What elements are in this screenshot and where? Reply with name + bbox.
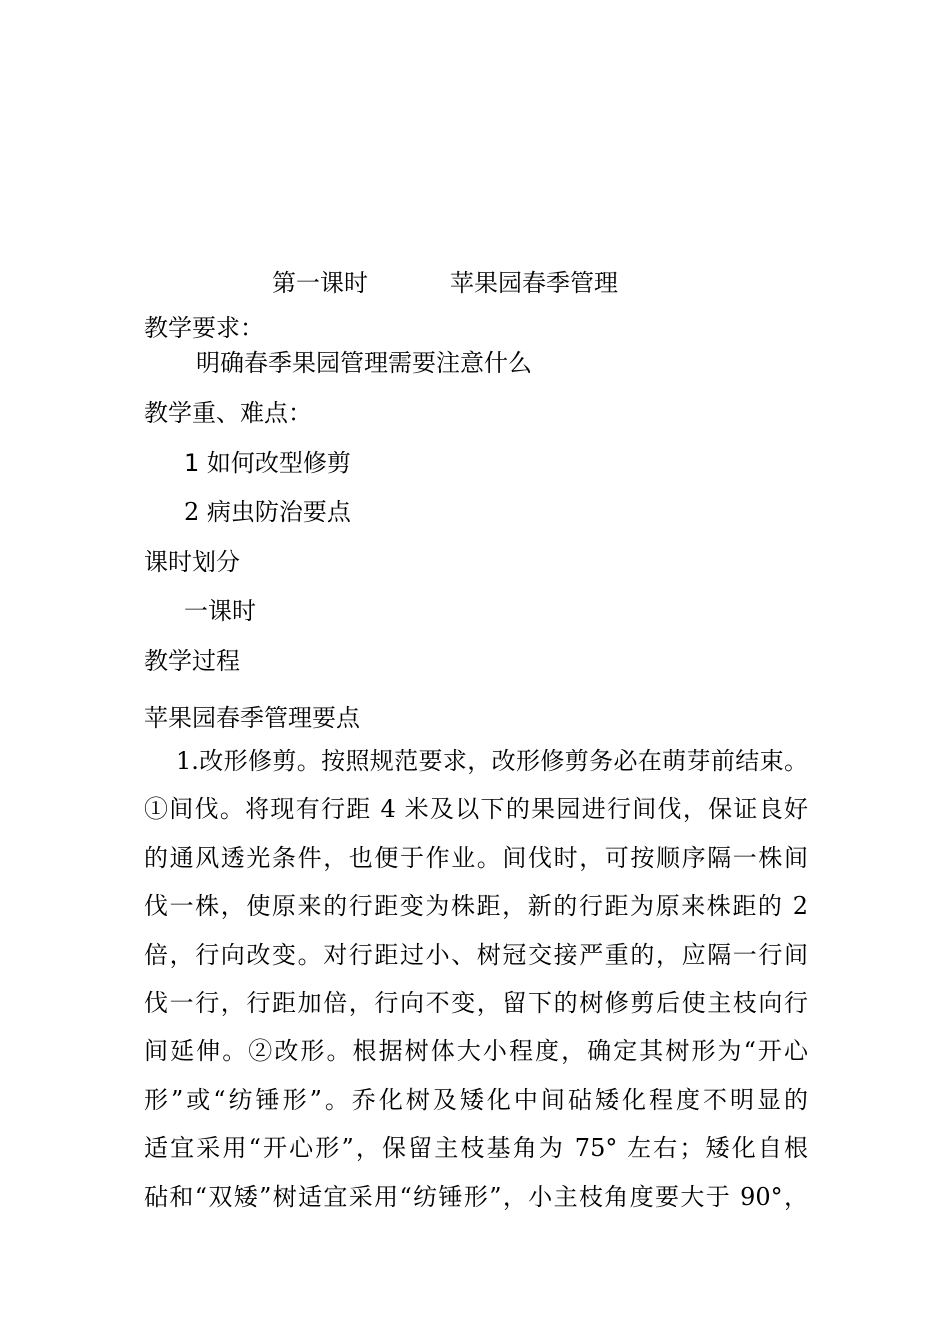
body-line: 适宜采用“开心形”，保留主枝基角为 75° 左右；矮化自根	[144, 1134, 808, 1163]
lesson-topic-title: 苹果园春季管理	[450, 269, 618, 297]
section-body	[144, 737, 808, 1221]
periods-label: 课时划分	[144, 548, 240, 576]
process-label: 教学过程	[144, 647, 240, 675]
body-line: 伐一株，使原来的行距变为株距，新的行距为原来株距的 2	[144, 892, 808, 921]
body-line: 伐一行，行距加倍，行向不变，留下的树修剪后使主枝向行	[144, 988, 808, 1017]
body-line: 倍，行向改变。对行距过小、树冠交接严重的，应隔一行间	[144, 940, 808, 969]
key-point-item: 2 病虫防治要点	[184, 498, 351, 526]
body-line: 的通风透光条件，也便于作业。间伐时，可按顺序隔一株间	[144, 843, 808, 872]
body-line: 形”或“纺锤形”。乔化树及矮化中间砧矮化程度不明显的	[144, 1085, 808, 1114]
body-line: 砧和“双矮”树适宜采用“纺锤形”，小主枝角度要大于 90°，	[144, 1182, 808, 1211]
body-line: 间延伸。②改形。根据树体大小程度，确定其树形为“开心	[144, 1037, 808, 1066]
lesson-period-label: 第一课时	[272, 269, 368, 297]
requirements-label: 教学要求：	[144, 314, 264, 342]
key-points-label: 教学重、难点：	[144, 399, 312, 427]
body-line: ①间伐。将现有行距 4 米及以下的果园进行间伐，保证良好	[144, 795, 808, 824]
body-line: 1.改形修剪。按照规范要求，改形修剪务必在萌芽前结束。	[176, 747, 808, 775]
section-title: 苹果园春季管理要点	[144, 704, 360, 732]
periods-text: 一课时	[184, 597, 256, 625]
requirements-text: 明确春季果园管理需要注意什么	[196, 349, 532, 377]
key-point-item: 1 如何改型修剪	[184, 449, 351, 477]
